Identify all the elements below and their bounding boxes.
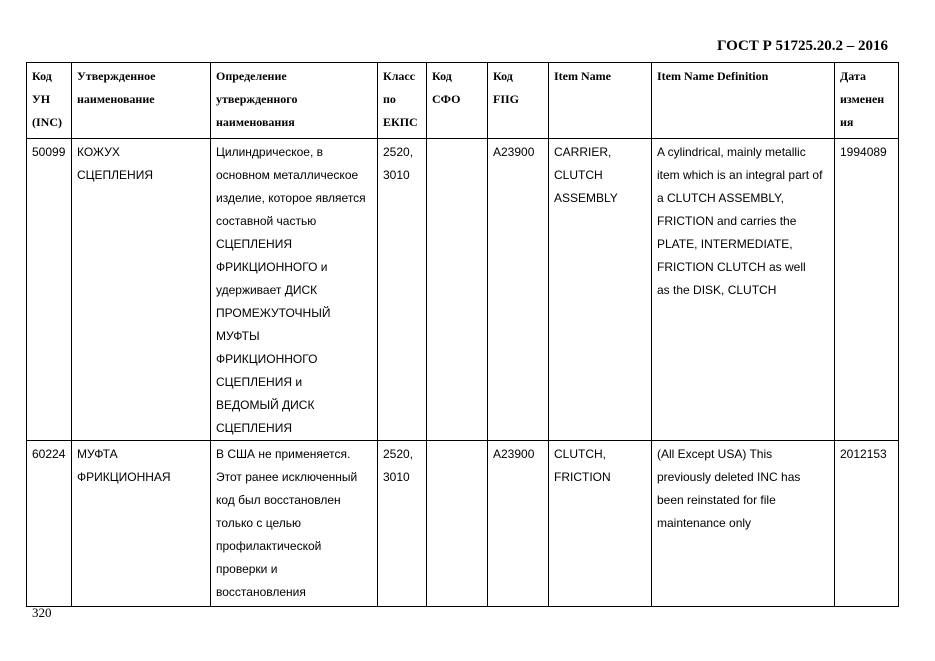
cell-name-line: КОЖУХ [77,145,120,159]
header-inc-line: (INC) [32,115,62,129]
cell-item-def [652,441,835,607]
cell-definition-line: Цилиндрическое, в [216,145,323,159]
cell-definition-line: профилактической [216,539,322,553]
header-class [378,63,427,139]
cell-definition-line: СЦЕПЛЕНИЯ [216,421,293,435]
cell-item-name-line: CARRIER, [554,145,612,159]
cell-inc-line: 60224 [32,447,66,461]
cell-definition-line: проверки и [216,562,278,576]
cell-definition [211,139,378,441]
header-date-line: Дата [840,69,866,83]
cell-item-name [549,139,652,441]
cell-date [835,139,899,441]
page-number: 320 [32,605,52,620]
cell-definition-line: Этот ранее исключенный [216,470,358,484]
header-class-line: ЕКПС [383,115,418,129]
cell-item-def-line: been reinstated for file [657,493,776,507]
header-inc-line: УН [32,92,51,106]
cell-definition-line: восстановления [216,585,306,599]
header-item-name-line: Item Name [554,69,611,83]
cell-name [72,441,211,607]
cell-inc [27,441,72,607]
header-date-line: изменен [840,92,885,106]
cell-name-line: СЦЕПЛЕНИЯ [77,168,154,182]
cell-definition-line: ФРИКЦИОННОГО [216,352,318,366]
catalog-table [26,62,899,607]
table-row [27,139,899,441]
header-item-name [549,63,652,139]
cell-definition-line: МУФТЫ [216,329,260,343]
cell-item-name [549,441,652,607]
header-item-def-line: Item Name Definition [657,69,769,83]
header-sfo-line: СФО [432,92,461,106]
header-class-line: по [383,92,396,106]
cell-class-line: 3010 [383,168,410,182]
cell-definition-line: ФРИКЦИОННОГО и [216,260,328,274]
cell-item-name-line: CLUTCH [554,168,603,182]
cell-definition-line: только с целью [216,516,302,530]
cell-fiig-line: A23900 [493,447,535,461]
cell-item-def-line: FRICTION CLUTCH as well [657,260,806,274]
cell-definition-line: код был восстановлен [216,493,341,507]
header-date-line: ия [840,115,854,129]
cell-item-def-line: as the DISK, CLUTCH [657,283,777,297]
header-sfo-line: Код [432,69,452,83]
cell-definition-line: ПРОМЕЖУТОЧНЫЙ [216,306,331,320]
cell-item-def-line: (All Except USA) This [657,447,773,461]
cell-item-def-line: maintenance only [657,516,752,530]
header-fiig-line: FIIG [493,92,520,106]
header-class-line: Класс [383,69,416,83]
header-name-line: наименование [77,92,155,106]
cell-item-def-line: A cylindrical, mainly metallic [657,145,806,159]
cell-fiig-line: A23900 [493,145,535,159]
cell-item-name-line: ASSEMBLY [554,191,618,205]
header-inc-line: Код [32,69,52,83]
cell-class-line: 2520, [383,447,414,461]
cell-inc [27,139,72,441]
header-fiig [488,63,549,139]
header-inc [27,63,72,139]
cell-inc-line: 50099 [32,145,66,159]
header-date [835,63,899,139]
header-definition-line: утвержденного [216,92,298,106]
cell-definition-line: В США не применяется. [216,447,351,461]
cell-date [835,441,899,607]
cell-class [378,441,427,607]
cell-item-name-line: CLUTCH, [554,447,607,461]
cell-name [72,139,211,441]
cell-definition-line: основном металлическое [216,168,359,182]
cell-class-line: 3010 [383,470,410,484]
cell-fiig [488,441,549,607]
header-definition-line: Определение [216,69,287,83]
header-sfo [427,63,488,139]
table-body [27,139,899,607]
cell-definition-line: изделие, которое является [216,191,366,205]
cell-definition-line: СЦЕПЛЕНИЯ и [216,375,303,389]
cell-item-name-line: FRICTION [554,470,611,484]
cell-item-def-line: previously deleted INC has [657,470,801,484]
cell-definition-line: удерживает ДИСК [216,283,318,297]
header-definition [211,63,378,139]
cell-name-line: МУФТА [77,447,118,461]
cell-sfo [427,139,488,441]
header-item-def [652,63,835,139]
cell-date-line: 1994089 [840,145,887,159]
cell-definition-line: ВЕДОМЫЙ ДИСК [216,398,315,412]
cell-name-line: ФРИКЦИОННАЯ [77,470,171,484]
cell-date-line: 2012153 [840,447,887,461]
cell-item-def-line: a CLUTCH ASSEMBLY, [657,191,784,205]
document-code: ГОСТ Р 51725.20.2 – 2016 [716,38,888,54]
header-name-line: Утвержденное [77,69,156,83]
cell-item-def-line: FRICTION and carries the [657,214,797,228]
header-definition-line: наименования [216,115,295,129]
cell-fiig [488,139,549,441]
cell-sfo [427,441,488,607]
table-header-row [27,63,899,139]
cell-item-def-line: PLATE, INTERMEDIATE, [657,237,793,251]
cell-definition-line: составной частью [216,214,317,228]
cell-item-def [652,139,835,441]
cell-definition [211,441,378,607]
cell-class-line: 2520, [383,145,414,159]
cell-item-def-line: item which is an integral part of [657,168,823,182]
cell-class [378,139,427,441]
header-name [72,63,211,139]
table-row [27,441,899,607]
header-fiig-line: Код [493,69,513,83]
cell-definition-line: СЦЕПЛЕНИЯ [216,237,293,251]
